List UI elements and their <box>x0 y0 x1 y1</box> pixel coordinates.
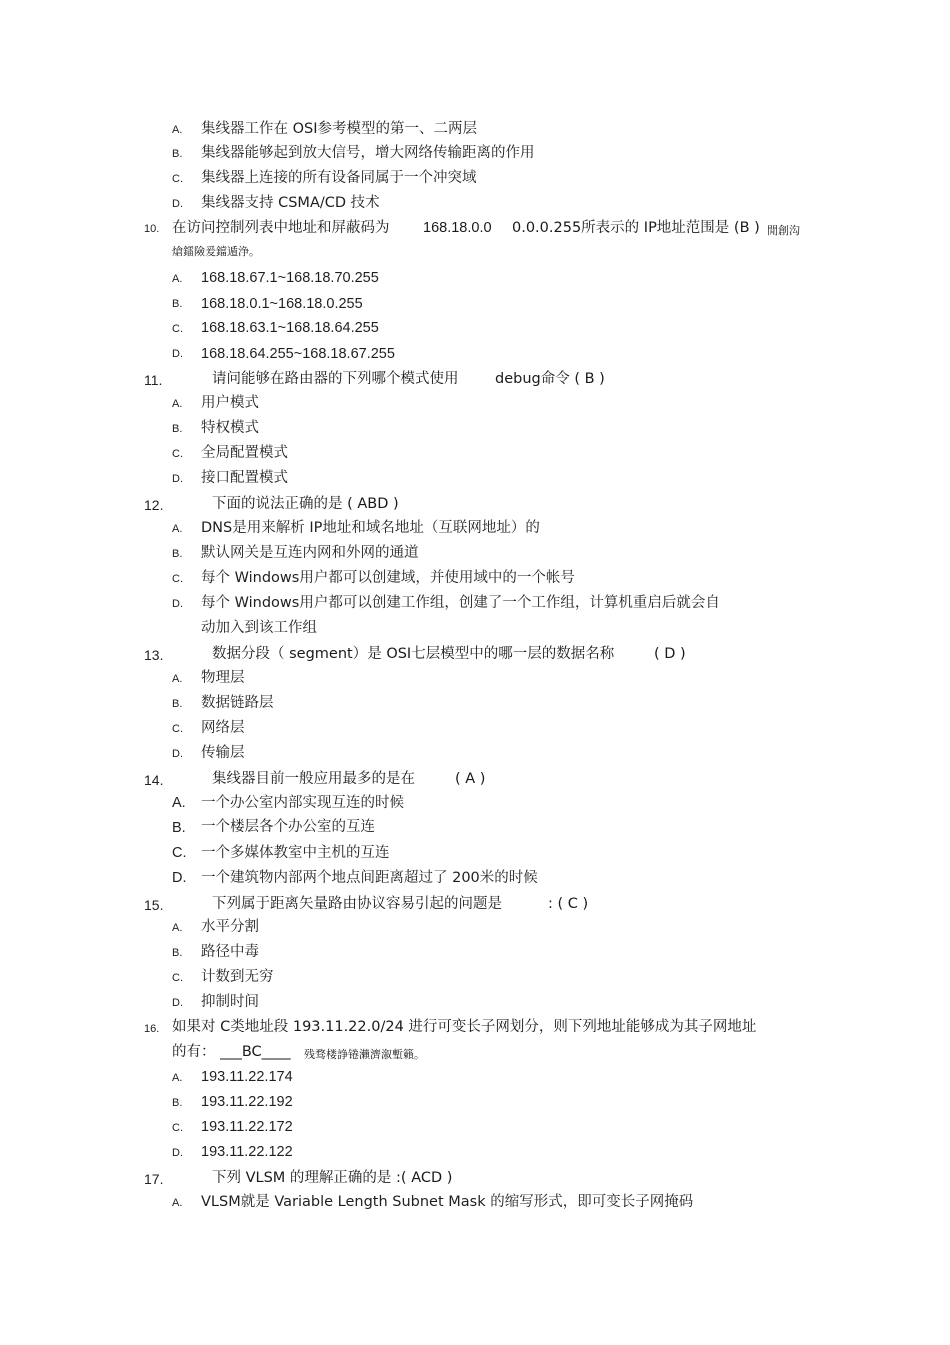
option-letter: A. <box>172 398 183 410</box>
option-letter: D. <box>172 870 187 886</box>
option-text: VLSM就是 Variable Length Subnet Mask 的缩写形式，即可变长子网掩码 <box>201 1194 694 1210</box>
option-letter: B. <box>172 298 183 310</box>
option-text: 集线器支持 CSMA/CD 技术 <box>201 195 380 211</box>
noise-text: 熗鐳險爰鐺遁浄。 <box>172 245 260 258</box>
option-text-continuation: 动加入到该工作组 <box>201 620 317 636</box>
option-text: 193.11.22.174 <box>201 1069 293 1085</box>
option-letter: C. <box>172 573 183 585</box>
option-text: 每个 Windows用户都可以创建工作组，创建了一个工作组，计算机重启后就会自 <box>201 595 720 611</box>
option-text: 抑制时间 <box>201 994 259 1010</box>
question-text: 下列 VLSM 的理解正确的是 :( ACD ) <box>212 1170 453 1186</box>
option-letter: C. <box>172 448 183 460</box>
option-letter: B. <box>172 947 183 959</box>
option-text: 传输层 <box>201 745 245 761</box>
option-text: 默认网关是互连内网和外网的通道 <box>201 545 419 561</box>
option-text: 一个楼层各个办公室的互连 <box>201 819 375 835</box>
question-text: ( A ) <box>455 771 486 787</box>
option-text: 168.18.67.1~168.18.70.255 <box>201 270 379 286</box>
option-text: 168.18.0.1~168.18.0.255 <box>201 296 363 312</box>
question-number: 14. <box>144 772 164 788</box>
option-text: 水平分割 <box>201 919 259 935</box>
option-letter: D. <box>172 473 183 485</box>
option-text: 一个办公室内部实现互连的时候 <box>201 795 404 811</box>
option-letter: A. <box>172 922 183 934</box>
option-letter: B. <box>172 548 183 560</box>
option-text: 路径中毒 <box>201 944 259 960</box>
option-letter: A. <box>172 1072 183 1084</box>
question-number: 12. <box>144 497 164 513</box>
question-text: 请问能够在路由器的下列哪个模式使用 <box>212 371 459 387</box>
option-text: 数据链路层 <box>201 695 274 711</box>
option-letter: A. <box>172 673 183 685</box>
option-text: DNS是用来解析 IP地址和域名地址（互联网地址）的 <box>201 520 540 536</box>
option-text: 特权模式 <box>201 420 259 436</box>
option-text: 集线器能够起到放大信号，增大网络传输距离的作用 <box>201 145 535 161</box>
option-letter: D. <box>172 598 183 610</box>
noise-text: 閒創沟 <box>767 224 800 237</box>
option-text: 计数到无穷 <box>201 969 274 985</box>
option-letter: B. <box>172 148 183 160</box>
option-letter: C. <box>172 173 183 185</box>
question-number: 13. <box>144 647 164 663</box>
question-text: 下列属于距离矢量路由协议容易引起的问题是 <box>212 896 502 912</box>
option-letter: C. <box>172 723 183 735</box>
question-number: 17. <box>144 1171 164 1187</box>
option-letter: D. <box>172 748 183 760</box>
question-text: ( D ) <box>654 646 686 662</box>
question-text: 数据分段（ segment）是 OSI七层模型中的哪一层的数据名称 <box>212 646 615 662</box>
option-text: 集线器上连接的所有设备同属于一个冲突域 <box>201 170 477 186</box>
option-text: 一个多媒体教室中主机的互连 <box>201 845 390 861</box>
question-number: 16. <box>144 1023 160 1035</box>
noise-text: 残骛楼諍锩瀨濟溆塹籟。 <box>304 1048 425 1061</box>
question-text: debug命令 ( B ) <box>495 371 605 387</box>
option-letter: D. <box>172 1147 183 1159</box>
question-text: 集线器目前一般应用最多的是在 <box>212 771 415 787</box>
option-letter: A. <box>172 273 183 285</box>
option-text: 168.18.63.1~168.18.64.255 <box>201 320 379 336</box>
option-letter: C. <box>172 972 183 984</box>
question-text: 在访问控制列表中地址和屏蔽码为 <box>172 220 390 236</box>
option-text: 网络层 <box>201 720 245 736</box>
option-text: 全局配置模式 <box>201 445 288 461</box>
question-number: 11. <box>144 372 163 388</box>
question-text: 的有： ___BC____ <box>172 1044 291 1060</box>
question-text: 168.18.0.0 <box>423 220 492 236</box>
option-text: 一个建筑物内部两个地点间距离超过了 200米的时候 <box>201 870 538 886</box>
option-letter: D. <box>172 348 183 360</box>
question-number: 15. <box>144 897 164 913</box>
option-letter: B. <box>172 423 183 435</box>
option-text: 193.11.22.122 <box>201 1144 293 1160</box>
option-letter: B. <box>172 1097 183 1109</box>
option-letter: B. <box>172 698 183 710</box>
question-text: : ( C ) <box>548 896 589 912</box>
option-text: 物理层 <box>201 670 245 686</box>
option-letter: A. <box>172 523 183 535</box>
option-letter: A. <box>172 795 186 811</box>
option-letter: D. <box>172 997 183 1009</box>
option-text: 每个 Windows用户都可以创建域，并使用域中的一个帐号 <box>201 570 575 586</box>
option-letter: D. <box>172 198 183 210</box>
option-letter: A. <box>172 1197 183 1209</box>
option-text: 193.11.22.172 <box>201 1119 293 1135</box>
option-letter: C. <box>172 1122 183 1134</box>
option-letter: A. <box>172 124 183 136</box>
option-text: 用户模式 <box>201 395 259 411</box>
option-letter: C. <box>172 845 187 861</box>
question-text: 如果对 C类地址段 193.11.22.0/24 进行可变长子网划分，则下列地址能够成为其子网地址 <box>172 1019 757 1035</box>
question-number: 10. <box>144 223 160 235</box>
option-text: 集线器工作在 OSI参考模型的第一、二两层 <box>201 121 478 137</box>
option-text: 接口配置模式 <box>201 470 288 486</box>
option-letter: C. <box>172 323 183 335</box>
option-text: 193.11.22.192 <box>201 1094 293 1110</box>
question-text: 下面的说法正确的是 ( ABD ) <box>212 496 399 512</box>
question-text: 0.0.0.255所表示的 IP地址范围是 (B ) <box>512 220 760 236</box>
option-text: 168.18.64.255~168.18.67.255 <box>201 346 395 362</box>
option-letter: B. <box>172 820 186 836</box>
